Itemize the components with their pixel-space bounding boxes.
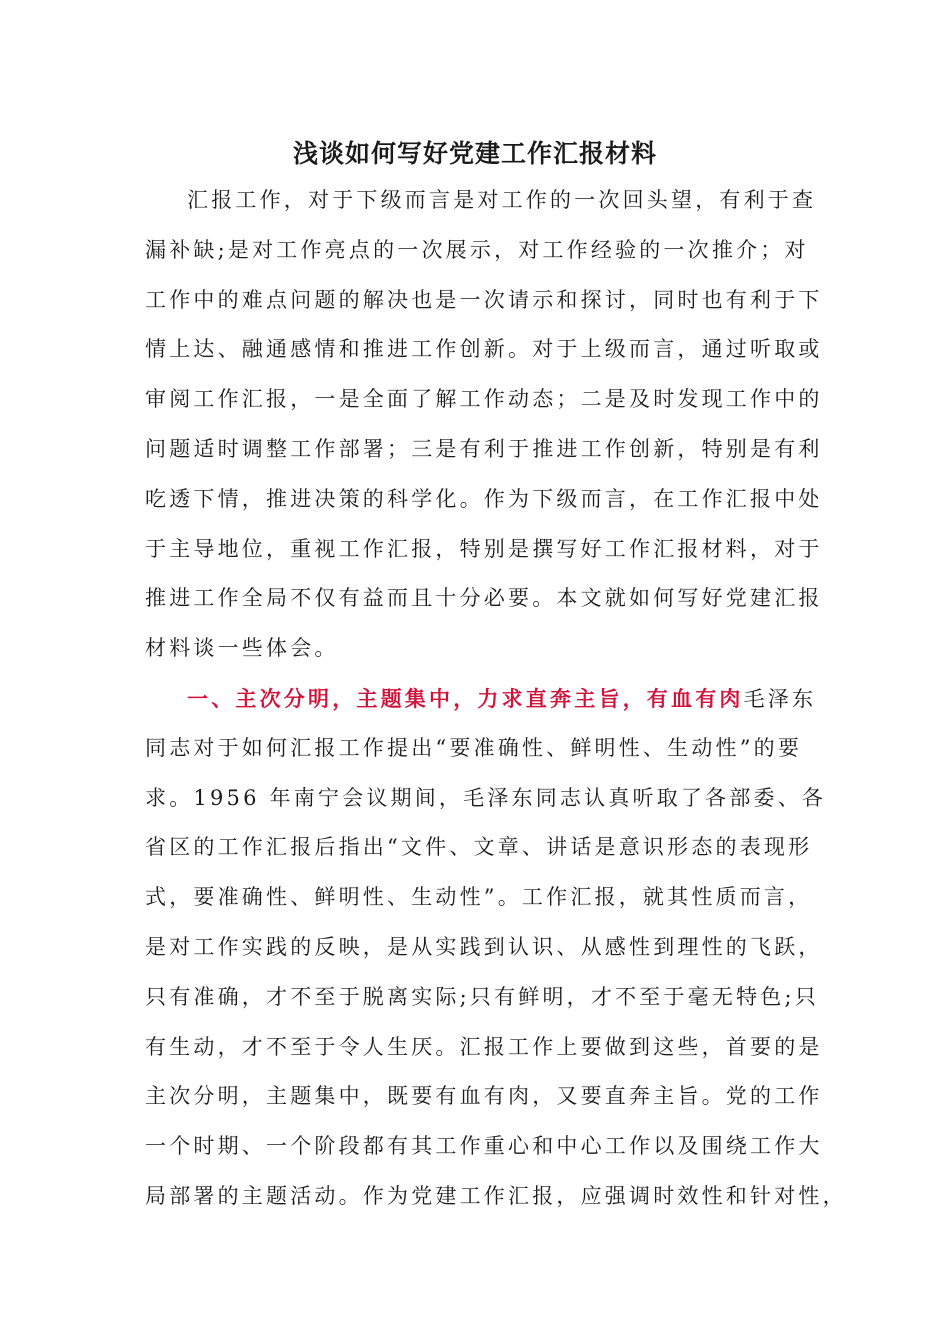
paragraph-line: 式，要准确性、鲜明性、生动性”。工作汇报，就其性质而言， bbox=[145, 885, 813, 910]
paragraph-line: 一个时期、一个阶段都有其工作重心和中心工作以及围绕工作大 bbox=[145, 1134, 823, 1159]
section-1-line-rest: 毛泽东 bbox=[743, 687, 817, 711]
paragraph-line: 只有准确，才不至于脱离实际;只有鲜明，才不至于毫无特色;只 bbox=[145, 984, 819, 1009]
paragraph-line: 省区的工作汇报后指出“文件、文章、讲话是意识形态的表现形 bbox=[145, 835, 813, 860]
paragraph-line: 局部署的主题活动。作为党建工作汇报，应强调时效性和针对性， bbox=[145, 1183, 847, 1208]
paragraph-line: 漏补缺;是对工作亮点的一次展示，对工作经验的一次推介；对 bbox=[145, 237, 809, 262]
paragraph-line: 主次分明，主题集中，既要有血有肉，又要直奔主旨。党的工作 bbox=[145, 1084, 823, 1109]
paragraph-line: 同志对于如何汇报工作提出“要准确性、鲜明性、生动性”的要 bbox=[145, 735, 803, 760]
paragraph-line: 有生动，才不至于令人生厌。汇报工作上要做到这些，首要的是 bbox=[145, 1034, 823, 1059]
section-1 bbox=[145, 674, 847, 1222]
paragraph-line: 汇报工作，对于下级而言是对工作的一次回头望，有利于查 bbox=[187, 188, 817, 212]
paragraph-line: 求。1956 年南宁会议期间，毛泽东同志认真听取了各部委、各 bbox=[145, 785, 827, 810]
paragraph-line: 吃透下情，推进决策的科学化。作为下级而言，在工作汇报中处 bbox=[145, 486, 823, 511]
paragraph-line: 工作中的难点问题的解决也是一次请示和探讨，同时也有利于下 bbox=[145, 287, 823, 312]
section-1-first-line bbox=[145, 674, 817, 724]
paragraph-line: 是对工作实践的反映，是从实践到认识、从感性到理性的飞跃， bbox=[145, 934, 823, 959]
paragraph-line: 推进工作全局不仅有益而且十分必要。本文就如何写好党建汇报 bbox=[145, 586, 823, 611]
paragraph-line: 材料谈一些体会。 bbox=[145, 636, 339, 661]
paragraph-line: 于主导地位，重视工作汇报，特别是撰写好工作汇报材料，对于 bbox=[145, 536, 823, 561]
section-1-heading: 一、主次分明，主题集中，力求直奔主旨，有血有肉 bbox=[187, 686, 744, 711]
paragraph-intro bbox=[145, 176, 823, 674]
document-title: 浅谈如何写好党建工作汇报材料 bbox=[292, 139, 657, 168]
paragraph-line: 情上达、融通感情和推进工作创新。对于上级而言，通过听取或 bbox=[145, 337, 823, 362]
paragraph-line: 问题适时调整工作部署；三是有利于推进工作创新，特别是有利 bbox=[145, 436, 823, 461]
paragraph-line: 审阅工作汇报，一是全面了解工作动态；二是及时发现工作中的 bbox=[145, 387, 823, 412]
